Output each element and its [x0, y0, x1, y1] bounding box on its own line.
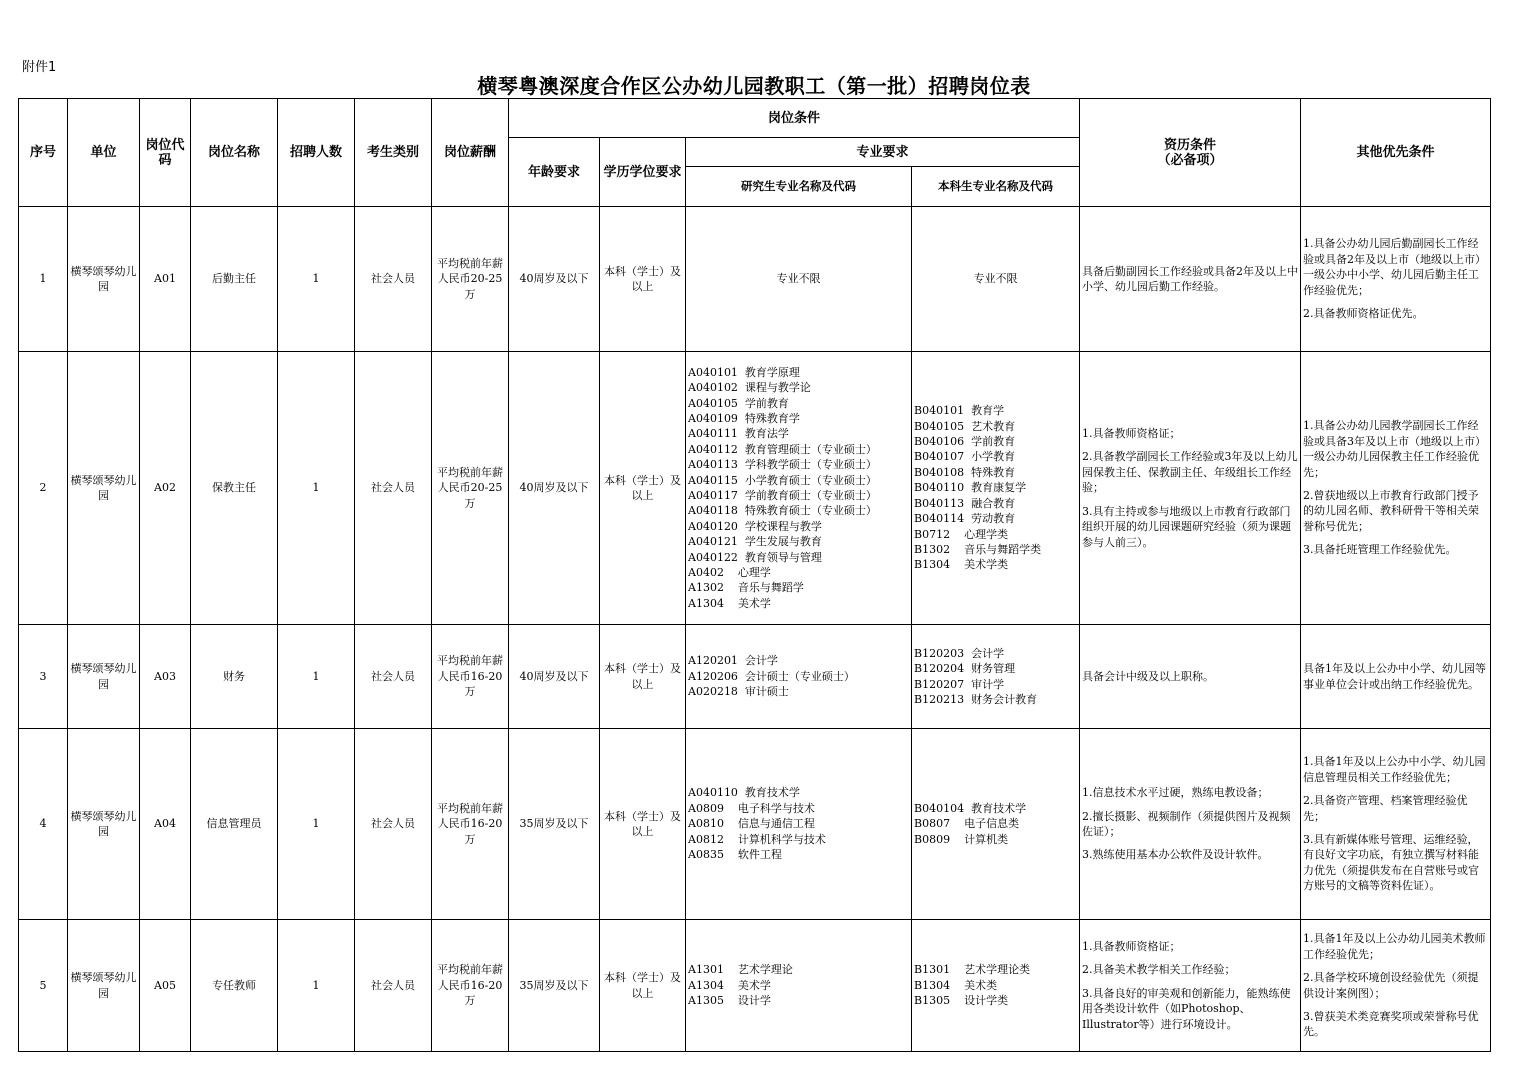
salary-cell: 平均税前年薪人民币16-20万 [432, 729, 509, 920]
table-row [19, 729, 1491, 920]
count-cell: 1 [278, 729, 355, 920]
major-item: A040101 教育学原理 [688, 365, 800, 379]
header-code: 岗位代码 [140, 99, 191, 207]
code-cell: A05 [140, 920, 191, 1052]
major-item: A020218 审计硕士 [688, 685, 789, 699]
header-age: 年龄要求 [509, 138, 600, 207]
header-preferred: 其他优先条件 [1301, 99, 1491, 207]
grad-major-cell [686, 729, 912, 920]
grad-major-cell [686, 352, 912, 625]
unit-cell: 横琴颂琴幼儿园 [68, 352, 140, 625]
major-item: B1304 美术学类 [914, 558, 1009, 572]
code-cell: A03 [140, 625, 191, 729]
age-cell: 35周岁及以下 [509, 729, 600, 920]
condition-item: 2.曾获地级以上市教育行政部门授予的幼儿园名师、教科研骨干等相关荣誉称号优先； [1303, 489, 1480, 533]
table-row [19, 207, 1491, 352]
major-item: A040115 小学教育硕士（专业硕士） [688, 473, 877, 487]
condition-item: 1.具备教师资格证； [1082, 427, 1181, 441]
condition-item: 1.具备1年及以上公办幼儿园美术教师工作经验优先； [1303, 932, 1486, 961]
post-name-cell: 信息管理员 [191, 729, 278, 920]
major-item: A040118 特殊教育硕士（专业硕士） [688, 504, 877, 518]
header-qualification-line1: 资历条件 [1164, 137, 1217, 153]
major-item: B040110 教育康复学 [914, 481, 1027, 495]
ug-major-cell [912, 625, 1080, 729]
salary-cell: 平均税前年薪人民币16-20万 [432, 625, 509, 729]
condition-item: 3.曾获美术类竞赛奖项或荣誉称号优先。 [1303, 1009, 1479, 1039]
age-cell: 40周岁及以下 [509, 207, 600, 352]
table-row [19, 920, 1491, 1052]
major-item: A120206 会计硕士（专业硕士） [688, 669, 855, 683]
preferred-cell [1301, 729, 1491, 920]
condition-item: 1.具备教师资格证； [1082, 939, 1181, 953]
condition-item: 2.具备美术教学相关工作经验； [1082, 963, 1236, 977]
recruitment-table [18, 98, 1491, 1052]
header-name: 岗位名称 [191, 99, 278, 207]
major-item: A040122 教育领导与管理 [688, 550, 822, 564]
condition-item: 2.具备教师资格证优先。 [1303, 307, 1424, 321]
major-item: A0835 软件工程 [688, 848, 782, 862]
qualification-cell [1080, 920, 1301, 1052]
major-item: A1302 音乐与舞蹈学 [688, 581, 804, 595]
major-item: B0712 心理学类 [914, 527, 1009, 541]
unit-cell: 横琴颂琴幼儿园 [68, 729, 140, 920]
major-item: A0812 计算机科学与技术 [688, 832, 826, 846]
table-row [19, 352, 1491, 625]
major-item: A0810 信息与通信工程 [688, 817, 815, 831]
major-item: A0402 心理学 [688, 566, 771, 580]
header-conditions: 岗位条件 [509, 99, 1080, 138]
major-item: B040101 教育学 [914, 404, 1005, 418]
major-item: A040102 课程与教学论 [688, 381, 811, 395]
major-item: B040106 学前教育 [914, 435, 1016, 449]
major-item: A040110 教育技术学 [688, 786, 800, 800]
page-title: 横琴粤澳深度合作区公办幼儿园教职工（第一批）招聘岗位表 [477, 74, 1031, 98]
degree-cell: 本科（学士）及以上 [600, 920, 686, 1052]
age-cell: 40周岁及以下 [509, 352, 600, 625]
major-item: B040105 艺术教育 [914, 419, 1016, 433]
condition-item: 1.具备公办幼儿园后勤副园长工作经验或具备2年及以上市（地级以上市）一级公办中小学、幼儿园后勤主任工作经验优先； [1303, 237, 1487, 297]
major-item: B0809 计算机类 [914, 832, 1009, 846]
major-item: B1301 艺术学理论类 [914, 963, 1031, 977]
header-ug-major: 本科生专业名称及代码 [912, 167, 1080, 207]
degree-cell: 本科（学士）及以上 [600, 625, 686, 729]
condition-item: 2.具备资产管理、档案管理经验优先； [1303, 794, 1468, 823]
category-cell: 社会人员 [355, 625, 432, 729]
condition-item: 3.具备良好的审美观和创新能力，能熟练使用各类设计软件（如Photoshop、Illustrator等）进行环境设计。 [1082, 986, 1291, 1031]
major-item: A040120 学校课程与教学 [688, 519, 822, 533]
header-count: 招聘人数 [278, 99, 355, 207]
major-item: B120203 会计学 [914, 646, 1005, 660]
ug-major-cell [912, 352, 1080, 625]
table-body [19, 207, 1491, 1052]
degree-cell: 本科（学士）及以上 [600, 352, 686, 625]
category-cell: 社会人员 [355, 352, 432, 625]
code-cell: A04 [140, 729, 191, 920]
seq-cell: 5 [19, 920, 68, 1052]
condition-item: 2.具备学校环境创设经验优先（须提供设计案例图）； [1303, 971, 1479, 1000]
unit-cell: 横琴颂琴幼儿园 [68, 625, 140, 729]
preferred-cell [1301, 207, 1491, 352]
count-cell: 1 [278, 625, 355, 729]
ug-major-cell [912, 920, 1080, 1052]
post-name-cell: 财务 [191, 625, 278, 729]
major-item: B040107 小学教育 [914, 450, 1016, 464]
count-cell: 1 [278, 352, 355, 625]
header-major: 专业要求 [686, 138, 1080, 167]
degree-cell: 本科（学士）及以上 [600, 729, 686, 920]
code-cell: A01 [140, 207, 191, 352]
grad-major-cell [686, 207, 912, 352]
major-item: A040113 学科教学硕士（专业硕士） [688, 458, 877, 472]
qualification-cell [1080, 729, 1301, 920]
major-item: B040108 特殊教育 [914, 465, 1016, 479]
header-unit: 单位 [68, 99, 140, 207]
seq-cell: 1 [19, 207, 68, 352]
header-salary: 岗位薪酬 [432, 99, 509, 207]
condition-item: 3.具备托班管理工作经验优先。 [1303, 543, 1457, 557]
header-qualification [1080, 99, 1301, 207]
preferred-cell [1301, 920, 1491, 1052]
condition-item: 3.具有主持或参与地级以上市教育行政部门组织开展的幼儿园课题研究经验（须为课题参与人前三）。 [1082, 504, 1292, 549]
seq-cell: 2 [19, 352, 68, 625]
salary-cell: 平均税前年薪人民币20-25万 [432, 207, 509, 352]
condition-item: 2.具备教学副园长工作经验或3年及以上幼儿园保教主任、保教副主任、年级组长工作经验； [1082, 450, 1298, 495]
post-name-cell: 后勤主任 [191, 207, 278, 352]
grad-major-cell [686, 920, 912, 1052]
header-degree: 学历学位要求 [600, 138, 686, 207]
ug-major-cell [912, 729, 1080, 920]
header-qualification-line2: （必备项） [1157, 152, 1223, 168]
major-item: A1304 美术学 [688, 978, 771, 992]
major-item: B040114 劳动教育 [914, 512, 1016, 526]
seq-cell: 3 [19, 625, 68, 729]
condition-item: 1.具备公办幼儿园教学副园长工作经验或具备3年及以上市（地级以上市）一级公办幼儿园保教主任工作经验优先； [1303, 419, 1487, 479]
major-item: 专业不限 [973, 272, 1018, 286]
major-item: A040109 特殊教育学 [688, 411, 800, 425]
major-item: A040121 学生发展与教育 [688, 535, 822, 549]
ug-major-cell [912, 207, 1080, 352]
age-cell: 35周岁及以下 [509, 920, 600, 1052]
condition-item: 具备会计中级及以上职称。 [1082, 669, 1215, 683]
major-item: 专业不限 [776, 272, 821, 286]
major-item: B040104 教育技术学 [914, 801, 1027, 815]
condition-item: 具备后勤副园长工作经验或具备2年及以上中小学、幼儿园后勤工作经验。 [1082, 264, 1299, 293]
unit-cell: 横琴颂琴幼儿园 [68, 207, 140, 352]
major-item: A1305 设计学 [688, 994, 771, 1008]
major-item: A0809 电子科学与技术 [688, 801, 815, 815]
category-cell: 社会人员 [355, 207, 432, 352]
major-item: A120201 会计学 [688, 654, 778, 668]
header-seq: 序号 [19, 99, 68, 207]
major-item: B1302 音乐与舞蹈学类 [914, 542, 1042, 556]
table-row [19, 625, 1491, 729]
condition-item: 具备1年及以上公办中小学、幼儿园等事业单位会计或出纳工作经验优先。 [1303, 662, 1487, 691]
major-item: A040105 学前教育 [688, 396, 789, 410]
major-item: B0807 电子信息类 [914, 817, 1020, 831]
major-item: B040113 融合教育 [914, 496, 1016, 510]
attachment-label: 附件1 [22, 60, 57, 75]
major-item: B120213 财务会计教育 [914, 692, 1038, 706]
major-item: B120207 审计学 [914, 677, 1005, 691]
qualification-cell [1080, 352, 1301, 625]
preferred-cell [1301, 625, 1491, 729]
count-cell: 1 [278, 920, 355, 1052]
unit-cell: 横琴颂琴幼儿园 [68, 920, 140, 1052]
major-item: B120204 财务管理 [914, 662, 1016, 676]
post-name-cell: 保教主任 [191, 352, 278, 625]
major-item: A040112 教育管理硕士（专业硕士） [688, 442, 877, 456]
table-header [19, 99, 1491, 207]
category-cell: 社会人员 [355, 729, 432, 920]
header-category: 考生类别 [355, 99, 432, 207]
condition-item: 1.信息技术水平过硬，熟练电教设备； [1082, 786, 1269, 800]
age-cell: 40周岁及以下 [509, 625, 600, 729]
major-item: A040117 学前教育硕士（专业硕士） [688, 489, 877, 502]
seq-cell: 4 [19, 729, 68, 920]
condition-item: 1.具备1年及以上公办中小学、幼儿园信息管理员相关工作经验优先； [1303, 755, 1486, 784]
salary-cell: 平均税前年薪人民币16-20万 [432, 920, 509, 1052]
code-cell: A02 [140, 352, 191, 625]
post-name-cell: 专任教师 [191, 920, 278, 1052]
major-item: A1304 美术学 [688, 596, 771, 610]
degree-cell: 本科（学士）及以上 [600, 207, 686, 352]
major-item: B1305 设计学类 [914, 994, 1009, 1008]
condition-item: 3.熟练使用基本办公软件及设计软件。 [1082, 848, 1269, 862]
count-cell: 1 [278, 207, 355, 352]
salary-cell: 平均税前年薪人民币20-25万 [432, 352, 509, 625]
preferred-cell [1301, 352, 1491, 625]
condition-item: 2.擅长摄影、视频制作（须提供图片及视频佐证）； [1082, 809, 1291, 838]
grad-major-cell [686, 625, 912, 729]
major-item: A040111 教育法学 [688, 427, 789, 441]
qualification-cell [1080, 625, 1301, 729]
category-cell: 社会人员 [355, 920, 432, 1052]
qualification-cell [1080, 207, 1301, 352]
major-item: A1301 艺术学理论 [688, 963, 793, 977]
major-item: B1304 美术类 [914, 978, 998, 992]
condition-item: 3.具有新媒体账号管理、运维经验，有良好文字功底，有独立撰写材料能力优先（须提供发布在自营账号或官方账号的文稿等资料佐证）。 [1303, 833, 1480, 893]
header-grad-major: 研究生专业名称及代码 [686, 167, 912, 207]
